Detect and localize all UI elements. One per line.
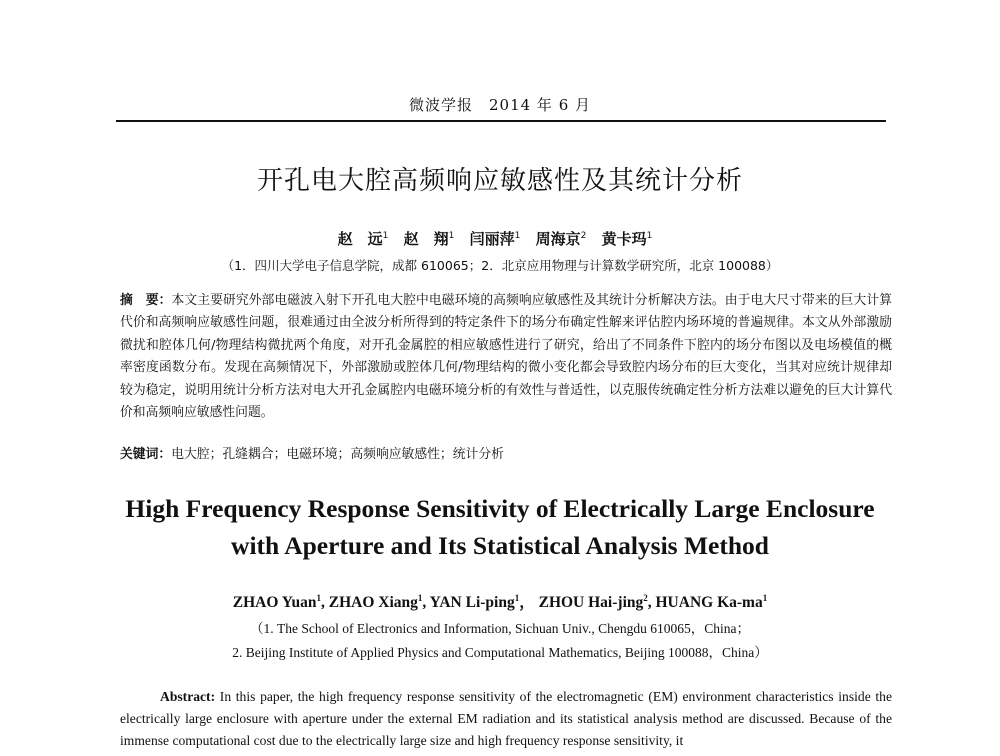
cn-abstract-text: 本文主要研究外部电磁波入射下开孔电大腔中电磁环境的高频响应敏感性及其统计分析解决方法。由于电大尺寸带来的巨大计算代价和高频响应敏感性问题，很难通过由全波分析所得到的特定条件下的场分布确定性解来评估腔内场环境的普遍规律。本文从外部激励微扰和腔体几何/物理结构微扰两个角度，对开孔金属腔的相应敏感性进行了研究，给出了不同条件下腔内的场分布图以及电场模值的概率密度函数分布。发现在高频情况下，外部激励或腔体几何/物理结构的微小变化都会导致腔内场分布的巨大变化，当其对应统计规律却较为稳定，说明用统计分析方法对电大开孔金属腔内电磁环境分析的有效性与普适性，以克服传统确定性分析方法难以避免的巨大计算代价和高频响应敏感性问题。 <box>120 293 893 421</box>
english-affiliation-1: （1. The School of Electronics and Information, Sichuan Univ., Chengdu 610065，China； <box>249 621 751 636</box>
en-author: ZHOU Hai-jing <box>538 594 644 611</box>
en-author-sep: , <box>647 594 656 611</box>
en-author-affil-mark: 1 <box>762 592 768 603</box>
english-title <box>0 490 1000 564</box>
english-authors <box>0 590 1000 612</box>
cn-keywords-label: 关键词： <box>120 447 172 462</box>
en-abstract-label: Abstract: <box>160 689 216 704</box>
en-author-affil-mark: 1 <box>316 592 321 603</box>
cn-author: 赵 翔 <box>403 230 449 248</box>
cn-author-affil-mark: 1 <box>514 231 521 241</box>
english-title-line: High Frequency Response Sensitivity of Electrically Large Enclosure <box>125 494 875 523</box>
journal-header: 微波学报 2014 年 6 月 <box>408 96 592 114</box>
english-abstract <box>120 686 892 752</box>
chinese-keywords <box>120 443 892 462</box>
chinese-affiliation: （1．四川大学电子信息学院，成都 610065；2．北京应用物理与计算数学研究所，北京 100088） <box>221 258 779 273</box>
cn-author: 闫丽萍 <box>469 230 515 248</box>
en-author-affil-mark: 1 <box>417 592 423 603</box>
chinese-abstract <box>120 290 892 424</box>
en-abstract-text: In this paper, the high frequency response sensitivity of the electromagnetic (EM) environment characteristics inside the electrically large enclosure with aperture under the external EM radiation and its statistical analysis method are discussed. Because of the immense computational cost due to the electrically large size and high frequency response sensitivity, it <box>120 689 892 748</box>
cn-author-affil-mark: 1 <box>646 231 653 241</box>
en-author-sep: , <box>422 594 430 611</box>
header-rule <box>116 120 886 122</box>
cn-abstract-label: 摘 要： <box>120 293 172 308</box>
en-author-affil-mark: 2 <box>643 592 648 603</box>
english-title-line: with Aperture and Its Statistical Analysis Method <box>231 531 769 560</box>
cn-keywords-text: 电大腔；孔缝耦合；电磁环境；高频响应敏感性；统计分析 <box>171 447 504 462</box>
cn-author: 赵 远 <box>337 230 383 248</box>
cn-author: 黄卡玛 <box>601 230 647 248</box>
chinese-authors <box>0 228 1000 249</box>
en-author-affil-mark: 1 <box>514 592 520 603</box>
chinese-title: 开孔电大腔高频响应敏感性及其统计分析 <box>256 166 743 196</box>
en-author: ZHAO Xiang <box>328 594 418 611</box>
english-affiliation-2: 2. Beijing Institute of Applied Physics and Computational Mathematics, Beijing 100088，China） <box>232 645 768 660</box>
en-author-sep: ， <box>519 594 539 611</box>
en-author-sep: , <box>321 594 329 611</box>
cn-author-affil-mark: 2 <box>580 231 587 241</box>
cn-author: 周海京 <box>535 230 581 248</box>
cn-author-affil-mark: 1 <box>448 231 455 241</box>
en-author: YAN Li-ping <box>429 594 515 611</box>
en-author: HUANG Ka-ma <box>655 594 763 611</box>
cn-author-affil-mark: 1 <box>382 231 389 241</box>
en-author: ZHAO Yuan <box>232 594 317 611</box>
